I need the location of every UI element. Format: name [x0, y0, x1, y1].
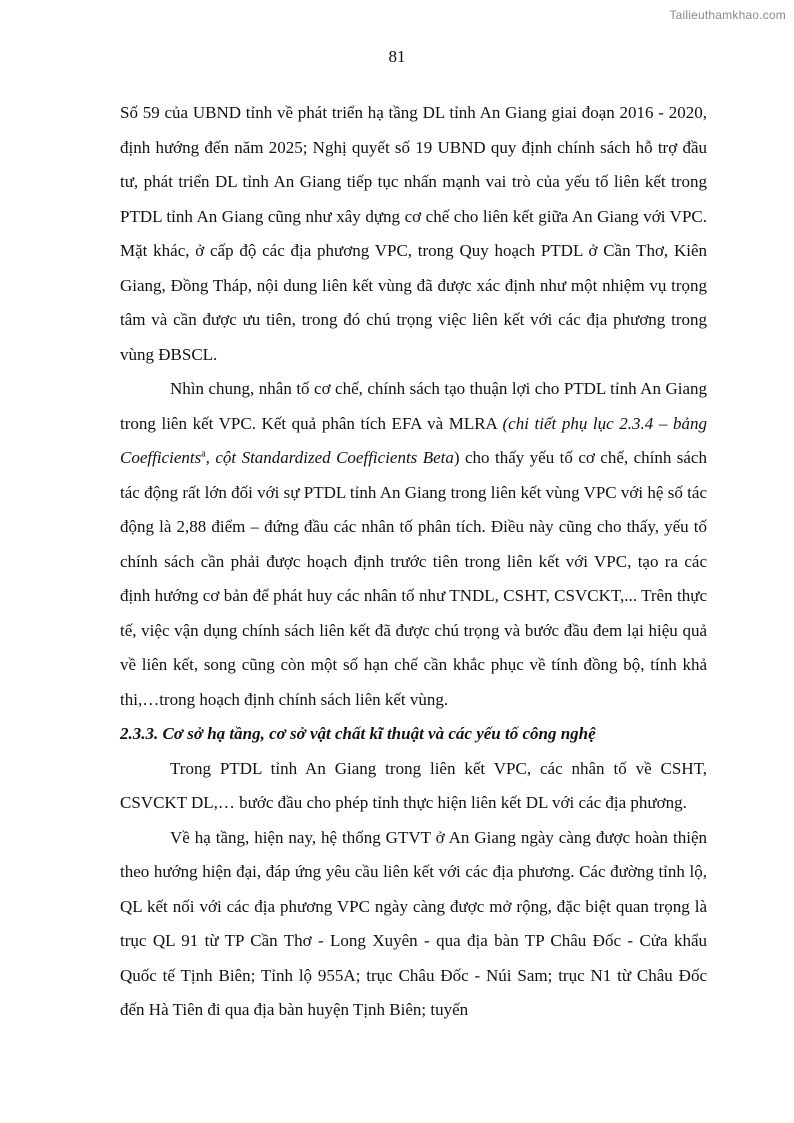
paragraph-2-italic-2: , cột Standardized Coefficients Beta [205, 448, 454, 467]
document-body [120, 96, 707, 1028]
paragraph-2-text-b: ) cho thấy yếu tố cơ chế, chính sách tác động rất lớn đối với sự PTDL tỉnh An Giang trong liên kết vùng VPC với hệ số tác động là 2,88 điểm – đứng đầu các nhân tố phân tích. Điều này cũng cho thấy, yếu tố chính sách cần phải được hoạch định trước tiên trong liên kết với VPC, tạo ra các định hướng cơ bản để phát huy các nhân tố như TNDL, CSHT, CSVCKT,... Trên thực tế, việc vận dụng chính sách liên kết đã được chú trọng và bước đầu đem lại hiệu quả về liên kết, song cũng còn một số hạn chế cần khắc phục về tính đồng bộ, tính khả thi,…trong hoạch định chính sách liên kết vùng. [120, 448, 707, 709]
paragraph-2-text-a: Nhìn chung, nhân tố cơ chế, chính sách tạo thuận lợi cho PTDL tỉnh An Giang trong liên kết VPC. Kết quả phân tích EFA và MLRA [120, 379, 707, 433]
page-number: 81 [388, 47, 406, 66]
paragraph-4: Về hạ tầng, hiện nay, hệ thống GTVT ở An Giang ngày càng được hoàn thiện theo hướng hiện đại, đáp ứng yêu cầu liên kết với các địa phương. Các đường tỉnh lộ, QL kết nối với các địa phương VPC ngày càng được mở rộng, đặc biệt quan trọng là trục QL 91 từ TP Cần Thơ - Long Xuyên - qua địa bàn TP Châu Đốc - Cửa khẩu Quốc tế Tịnh Biên; Tỉnh lộ 955A; trục Châu Đốc - Núi Sam; trục N1 từ Châu Đốc đến Hà Tiên đi qua địa bàn huyện Tịnh Biên; tuyến [120, 827, 707, 1019]
watermark: Tailieuthamkhao.com [669, 8, 786, 22]
paragraph-2 [120, 372, 707, 717]
paragraph-3: Trong PTDL tỉnh An Giang trong liên kết VPC, các nhân tố về CSHT, CSVCKT DL,… bước đầu cho phép tỉnh thực hiện liên kết DL với các địa phương. [120, 758, 707, 812]
paragraph-2-superscript: a [201, 448, 206, 460]
paragraph-1: Số 59 của UBND tỉnh về phát triển hạ tầng DL tỉnh An Giang giai đoạn 2016 - 2020, định hướng đến năm 2025; Nghị quyết số 19 UBND quy định chính sách hỗ trợ đầu tư, phát triển DL tỉnh An Giang tiếp tục nhấn mạnh vai trò của yếu tố liên kết trong PTDL tỉnh An Giang cũng như xây dựng cơ chế cho liên kết giữa An Giang với VPC. Mặt khác, ở cấp độ các địa phương VPC, trong Quy hoạch PTDL ở Cần Thơ, Kiên Giang, Đồng Tháp, nội dung liên kết vùng đã được xác định như một nhiệm vụ trọng tâm và cần được ưu tiên, trong đó chú trọng việc liên kết với các địa phương trong vùng ĐBSCL. [120, 103, 707, 364]
paragraph-2-italic-1: (chi tiết phụ lục 2.3.4 – bảng Coefficients [120, 413, 707, 467]
section-heading: 2.3.3. Cơ sở hạ tầng, cơ sở vật chất kĩ thuật và các yếu tố công nghệ [120, 724, 596, 743]
